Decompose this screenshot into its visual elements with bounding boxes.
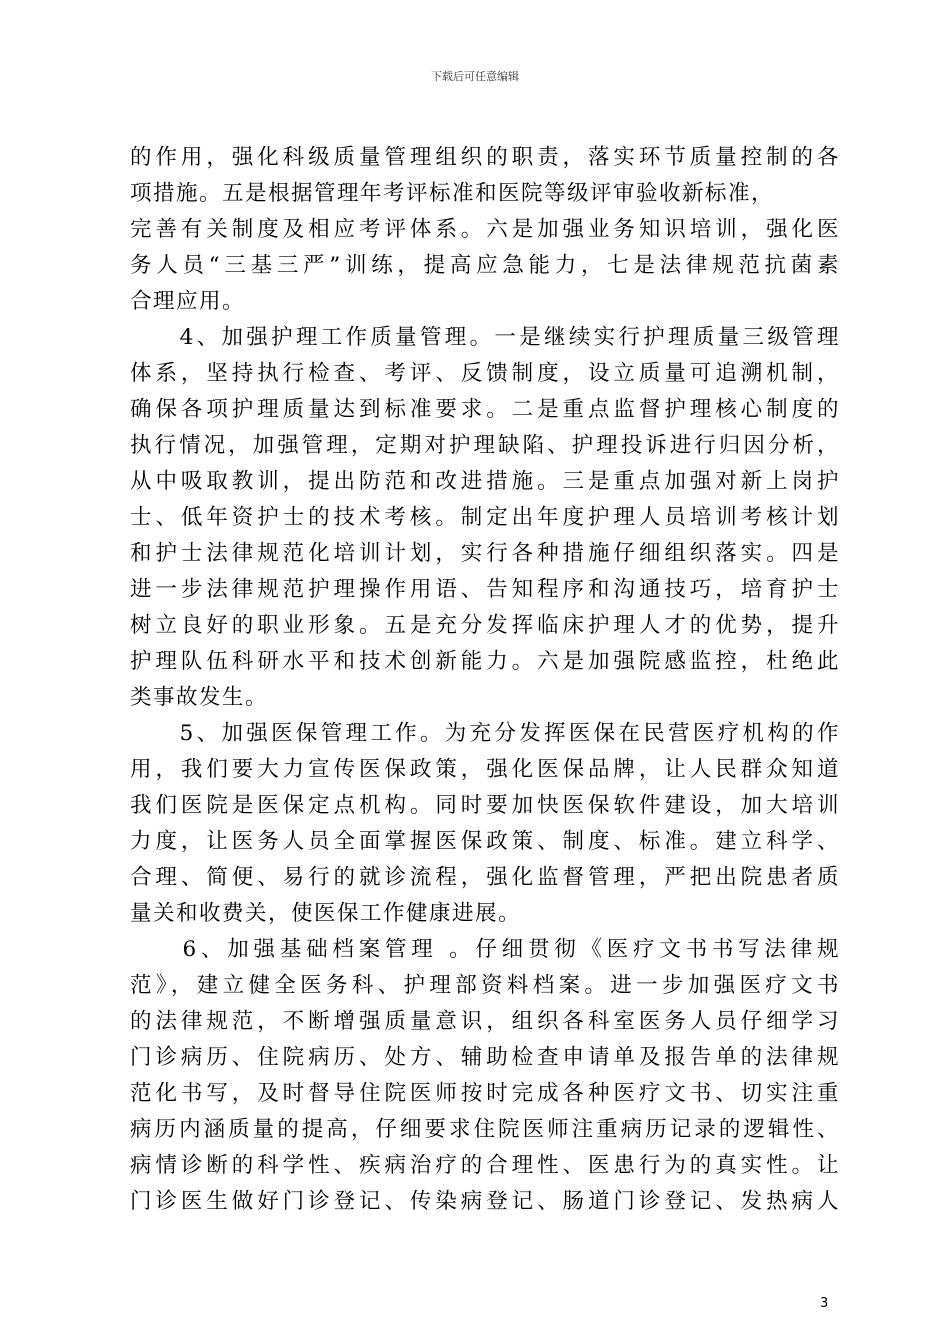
body-line: 量关和收费关，使医保工作健康进展。 <box>130 901 522 926</box>
body-line: 范》，建立健全医务科、护理部资料档案。进一步加强医疗文书 <box>130 973 840 998</box>
body-line: 类事故发生。 <box>130 685 269 710</box>
body-line: 务人员“三基三严”训练，提高应急能力，七是法律规范抗菌素 <box>130 253 840 278</box>
body-line: 我们医院是医保定点机构。同时要加快医保软件建设，加大培训 <box>130 793 840 818</box>
body-line: 执行情况，加强管理，定期对护理缺陷、护理投诉进行归因分析， <box>130 433 840 458</box>
body-line: 护理队伍科研水平和技术创新能力。六是加强院感监控，杜绝此 <box>130 649 840 674</box>
body-line: 合理、简便、易行的就诊流程，强化监督管理，严把出院患者质 <box>130 865 840 890</box>
body-line: 的作用，强化科级质量管理组织的职责，落实环节质量控制的各 <box>130 145 840 170</box>
body-line: 4、加强护理工作质量管理。一是继续实行护理质量三级管理 <box>130 325 840 350</box>
body-line: 力度，让医务人员全面掌握医保政策、制度、标准。建立科学、 <box>130 829 840 854</box>
body-line: 树立良好的职业形象。五是充分发挥临床护理人才的优势，提升 <box>130 613 840 638</box>
page-number: 3 <box>820 1296 829 1311</box>
body-line: 从中吸取教训，提出防范和改进措施。三是重点加强对新上岗护 <box>130 469 840 494</box>
body-line: 5、加强医保管理工作。为充分发挥医保在民营医疗机构的作 <box>130 721 840 746</box>
body-line: 合理应用。 <box>130 289 246 314</box>
body-line: 确保各项护理质量达到标准要求。二是重点监督护理核心制度的 <box>130 397 840 422</box>
body-line: 6、加强基础档案管理 。仔细贯彻《医疗文书书写法律规 <box>130 937 840 962</box>
body-line: 项措施。五是根据管理年考评标准和医院等级评审验收新标准， <box>130 181 775 206</box>
body-line: 用，我们要大力宣传医保政策，强化医保品牌，让人民群众知道 <box>130 757 840 782</box>
body-line: 完善有关制度及相应考评体系。六是加强业务知识培训，强化医 <box>130 217 840 242</box>
body-line: 和护士法律规范化培训计划，实行各种措施仔细组织落实。四是 <box>130 541 840 566</box>
page-header: 下载后可任意编辑 <box>431 70 519 83</box>
body-line: 门诊病历、住院病历、处方、辅助检查申请单及报告单的法律规 <box>130 1045 840 1070</box>
body-line: 体系，坚持执行检查、考评、反馈制度，设立质量可追溯机制， <box>130 361 840 386</box>
body-line: 的法律规范，不断增强质量意识，组织各科室医务人员仔细学习 <box>130 1009 840 1034</box>
body-line: 病情诊断的科学性、疾病治疗的合理性、医患行为的真实性。让 <box>130 1153 840 1178</box>
body-line: 门诊医生做好门诊登记、传染病登记、肠道门诊登记、发热病人 <box>130 1189 840 1214</box>
body-line: 士、低年资护士的技术考核。制定出年度护理人员培训考核计划 <box>130 505 840 530</box>
body-line: 进一步法律规范护理操作用语、告知程序和沟通技巧，培育护士 <box>130 577 840 602</box>
document-body <box>130 140 840 1220</box>
body-line: 范化书写，及时督导住院医师按时完成各种医疗文书、切实注重 <box>130 1081 840 1106</box>
body-line: 病历内涵质量的提高，仔细要求住院医师注重病历记录的逻辑性、 <box>130 1117 840 1142</box>
